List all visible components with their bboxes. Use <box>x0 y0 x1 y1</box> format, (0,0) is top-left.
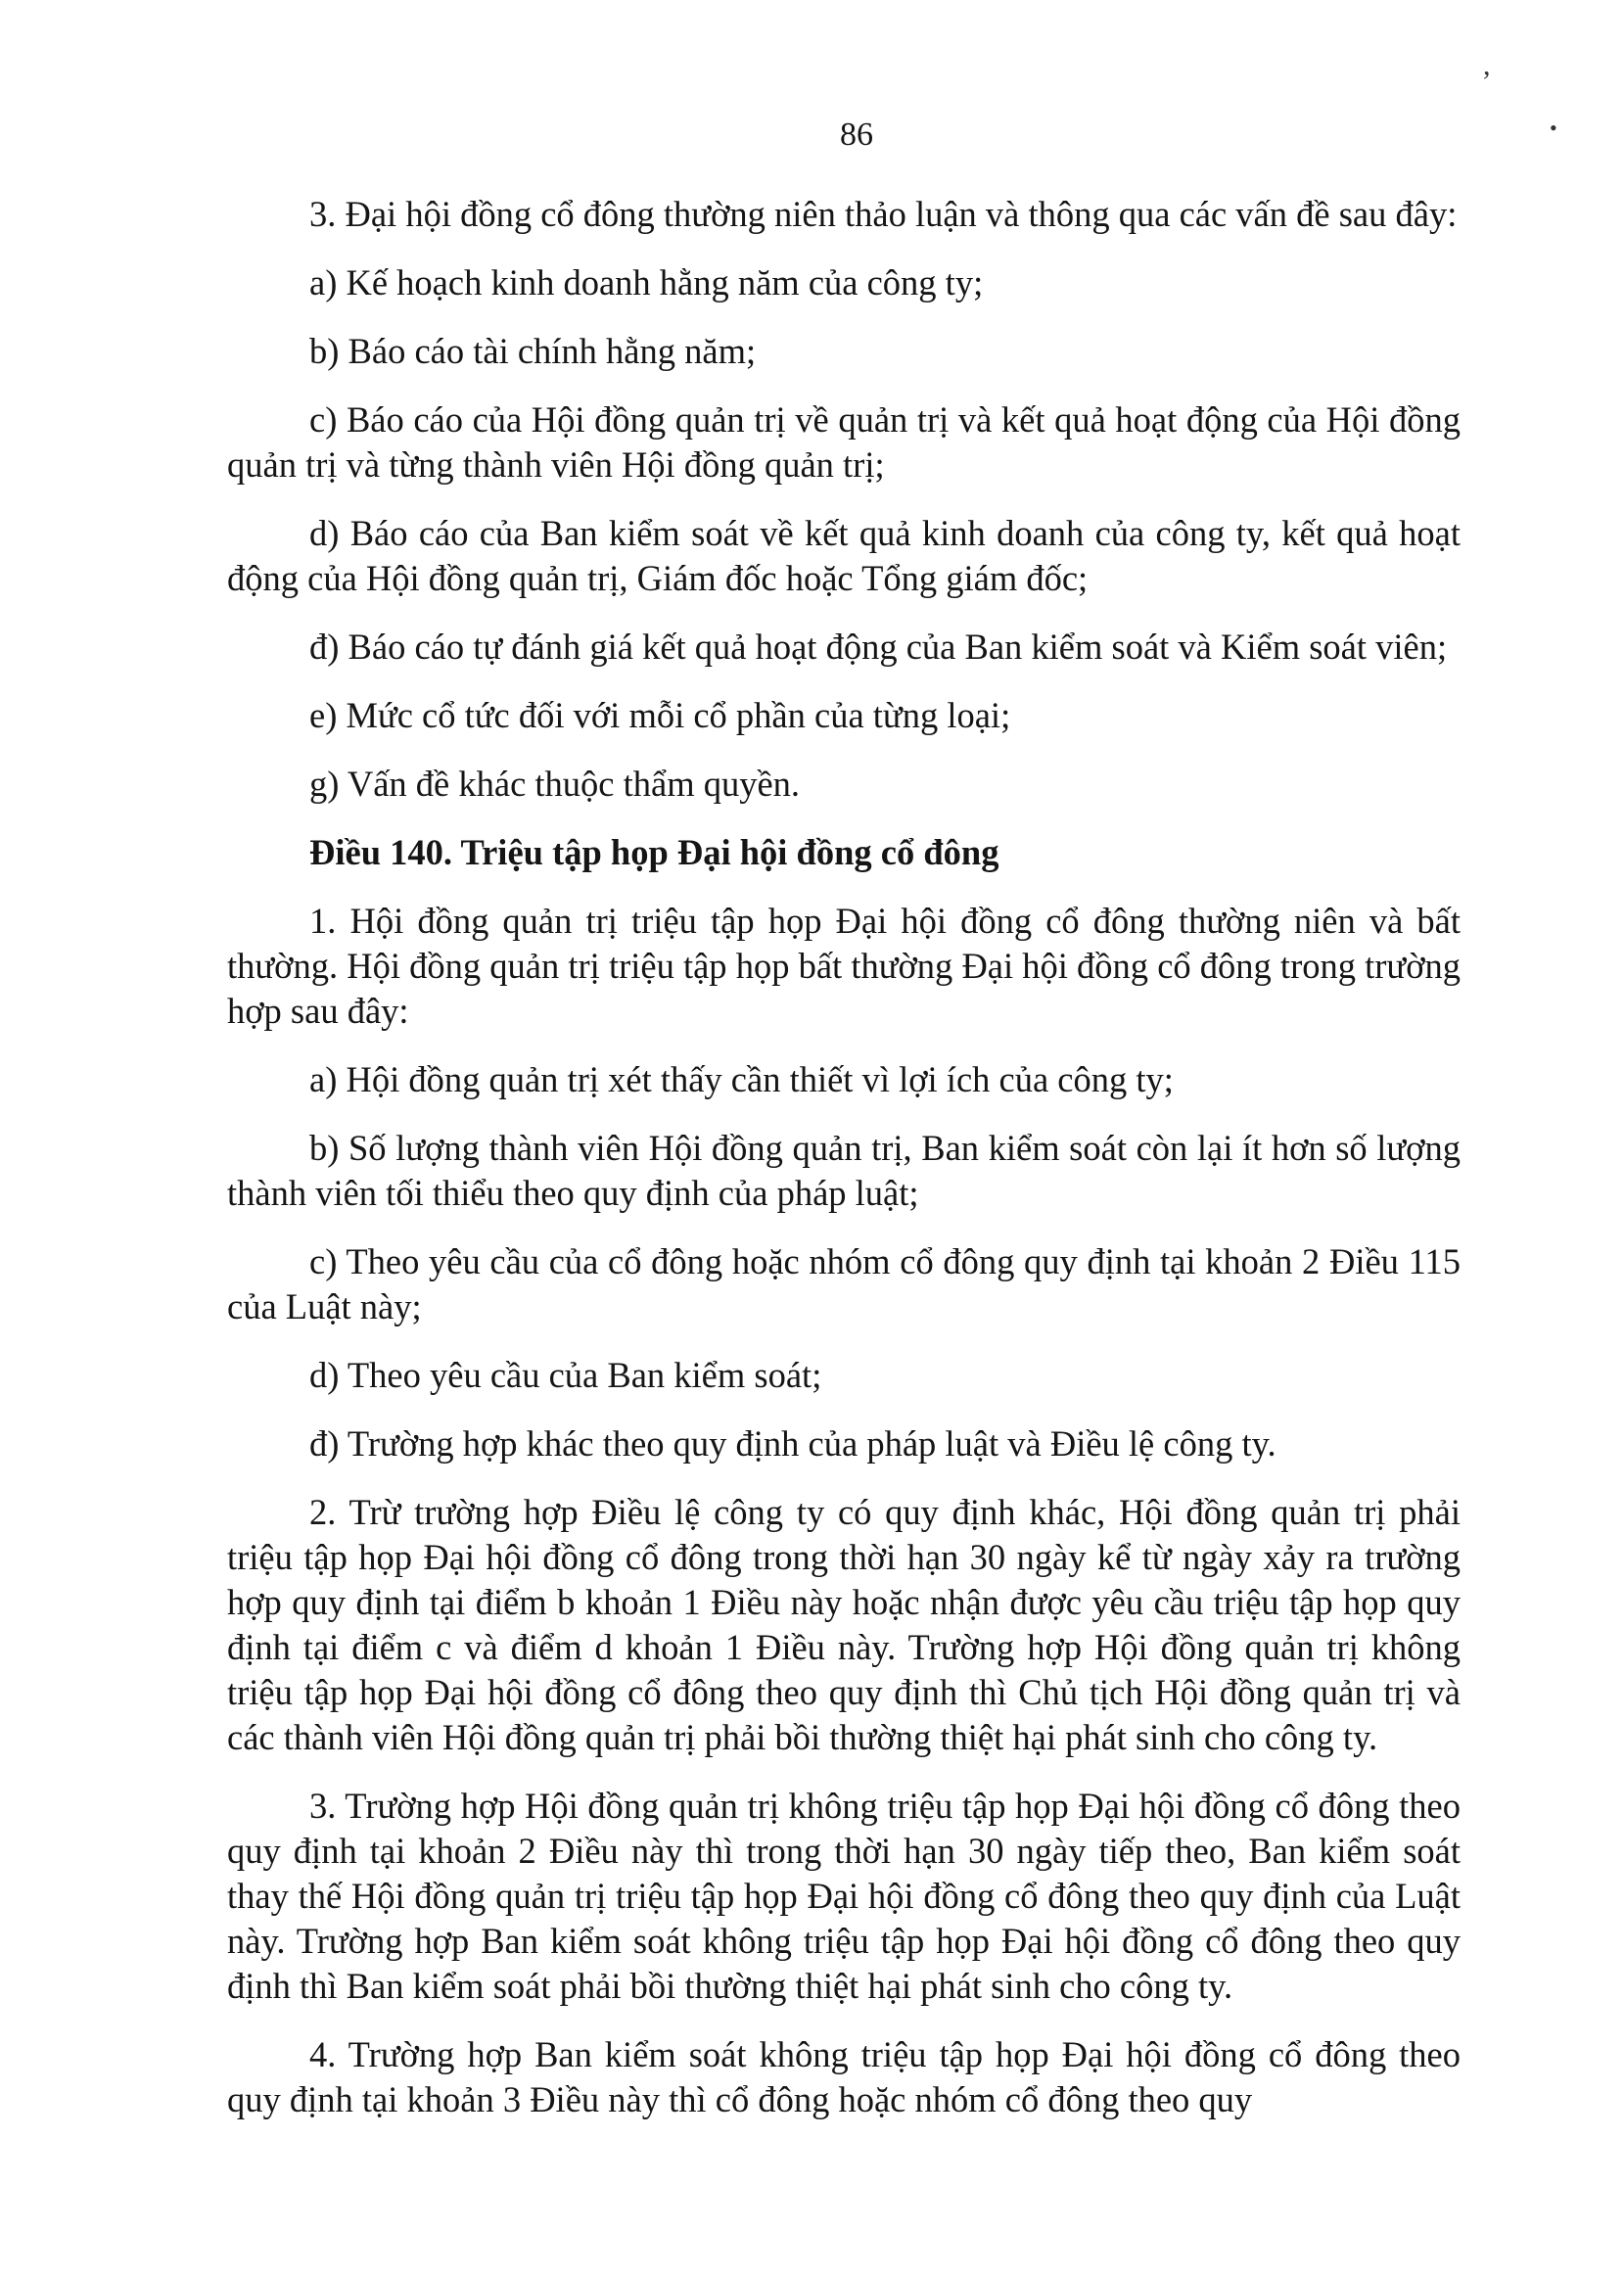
list-item: e) Mức cổ tức đối với mỗi cổ phần của từng loại; <box>309 695 1011 735</box>
scan-mark: • <box>1550 116 1557 140</box>
list-item: đ) Báo cáo tự đánh giá kết quả hoạt động của Ban kiểm soát và Kiểm soát viên; <box>309 627 1448 667</box>
list-item: c) Theo yêu cầu của cổ đông hoặc nhóm cổ đông quy định tại khoản 2 Điều 115 của Luật này; <box>227 1241 1461 1326</box>
list-item: a) Kế hoạch kinh doanh hằng năm của công ty; <box>309 262 984 302</box>
paragraph: 3. Đại hội đồng cổ đông thường niên thảo luận và thông qua các vấn đề sau đây: <box>309 194 1458 234</box>
paragraph: 2. Trừ trường hợp Điều lệ công ty có quy định khác, Hội đồng quản trị phải triệu tập họp Đại hội đồng cổ đông trong thời hạn 30 ngày kể từ ngày xảy ra trường hợp quy định tại điểm b khoản 1 Điều này hoặc nhận được yêu cầu triệu tập họp quy định tại điểm c và điểm d khoản 1 Điều này. Trường hợp Hội đồng quản trị không triệu tập họp Đại hội đồng cổ đông theo quy định thì Chủ tịch Hội đồng quản trị và các thành viên Hội đồng quản trị phải bồi thường thiệt hại phát sinh cho công ty. <box>227 1492 1461 1757</box>
list-item: b) Báo cáo tài chính hằng năm; <box>309 331 757 371</box>
paragraph: 4. Trường hợp Ban kiểm soát không triệu tập họp Đại hội đồng cổ đông theo quy định tại khoản 3 Điều này thì cổ đông hoặc nhóm cổ đông theo quy <box>227 2034 1461 2119</box>
page-number: 86 <box>840 116 873 153</box>
paragraph: 3. Trường hợp Hội đồng quản trị không triệu tập họp Đại hội đồng cổ đông theo quy định tại khoản 2 Điều này thì trong thời hạn 30 ngày tiếp theo, Ban kiểm soát thay thế Hội đồng quản trị triệu tập họp Đại hội đồng cổ đông theo quy định của Luật này. Trường hợp Ban kiểm soát không triệu tập họp Đại hội đồng cổ đông theo quy định thì Ban kiểm soát phải bồi thường thiệt hại phát sinh cho công ty. <box>227 1786 1461 2006</box>
list-item: a) Hội đồng quản trị xét thấy cần thiết vì lợi ích của công ty; <box>309 1059 1174 1099</box>
list-item: d) Báo cáo của Ban kiểm soát về kết quả kinh doanh của công ty, kết quả hoạt động của Hội đồng quản trị, Giám đốc hoặc Tổng giám đốc; <box>227 513 1461 598</box>
list-item: c) Báo cáo của Hội đồng quản trị về quản trị và kết quả hoạt động của Hội đồng quản trị và từng thành viên Hội đồng quản trị; <box>227 399 1461 485</box>
scan-mark: , <box>1483 49 1491 81</box>
document-body <box>227 192 1461 2146</box>
list-item: d) Theo yêu cầu của Ban kiểm soát; <box>309 1355 822 1395</box>
list-item: đ) Trường hợp khác theo quy định của pháp luật và Điều lệ công ty. <box>309 1423 1276 1464</box>
list-item: b) Số lượng thành viên Hội đồng quản trị, Ban kiểm soát còn lại ít hơn số lượng thành viên tối thiểu theo quy định của pháp luật; <box>227 1128 1461 1213</box>
article-heading: Điều 140. Triệu tập họp Đại hội đồng cổ đông <box>309 832 999 872</box>
list-item: g) Vấn đề khác thuộc thẩm quyền. <box>309 764 801 804</box>
paragraph: 1. Hội đồng quản trị triệu tập họp Đại hội đồng cổ đông thường niên và bất thường. Hội đồng quản trị triệu tập họp bất thường Đại hội đồng cổ đông trong trường hợp sau đây: <box>227 901 1461 1031</box>
